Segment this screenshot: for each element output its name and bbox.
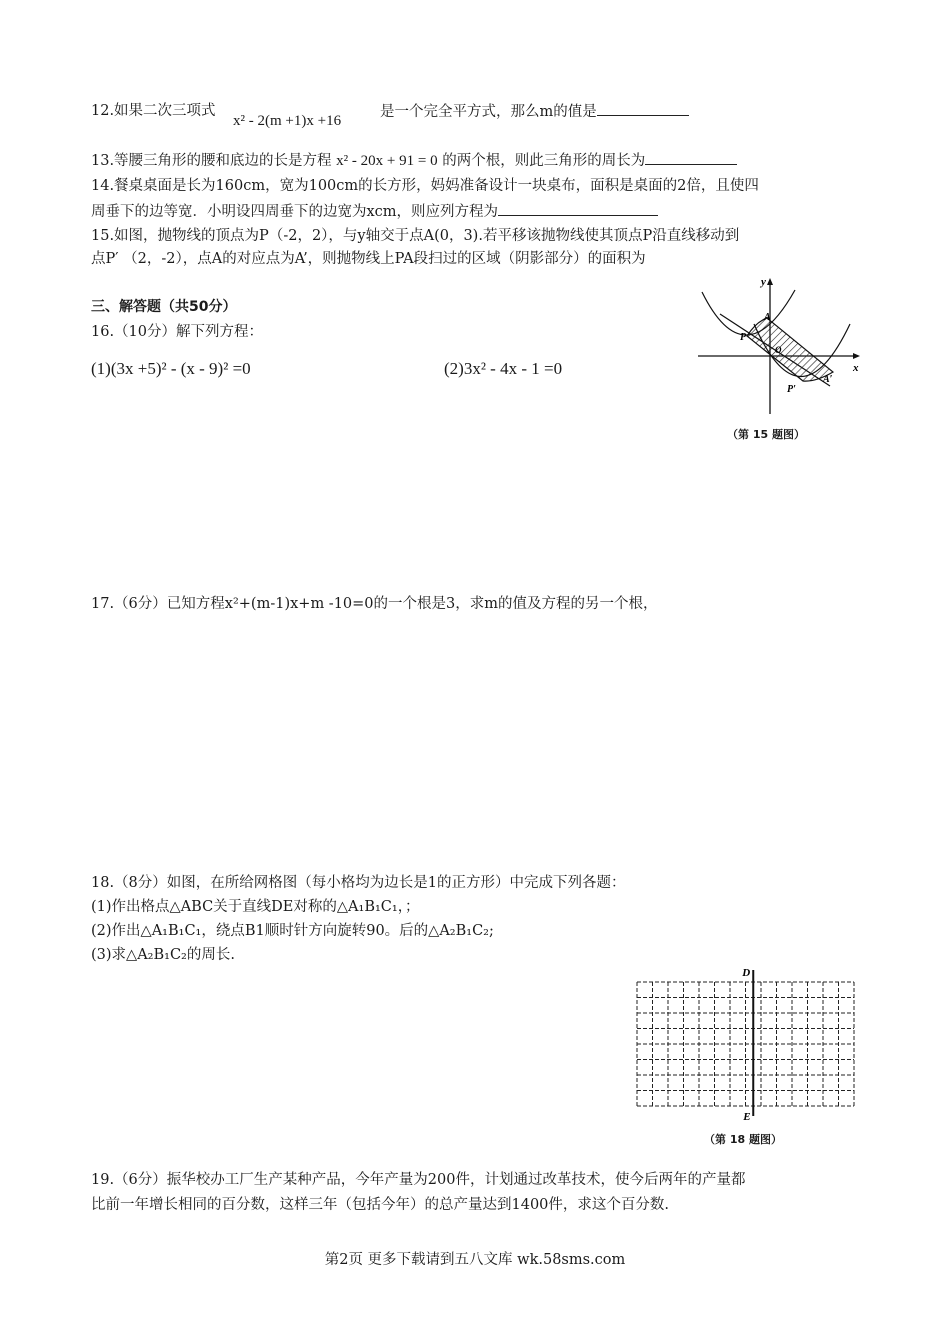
- q12-answer-blank[interactable]: [597, 101, 689, 116]
- fig15-label-a: A: [764, 312, 771, 323]
- question-13: [91, 150, 737, 171]
- figure-18-caption: （第 18 题图）: [704, 1133, 782, 1146]
- q12-suffix-line: [380, 101, 689, 122]
- question-14-line2: 周垂下的边等宽．小明设四周垂下的边宽为xcm，则应列方程为: [91, 201, 658, 222]
- figure-15: [690, 274, 870, 424]
- q12-formula: x² - 2(m +1)x +16: [233, 113, 342, 129]
- fig15-label-o: O: [775, 345, 782, 355]
- fig15-label-x: x: [853, 362, 859, 374]
- page-footer: 第2页 更多下载请到五八文库 wk.58sms.com: [324, 1252, 626, 1268]
- question-16-stem: 16.（10分）解下列方程：: [91, 324, 264, 340]
- question-17: 17.（6分）已知方程x²+(m-1)x+m -10=0的一个根是3，求m的值及方程的另一个根，: [91, 596, 658, 612]
- q16-equation-1: (1)(3x +5)² - (x - 9)² =0: [91, 359, 251, 378]
- question-18-stem: 18.（8分）如图，在所给网格图（每小格均为边长是1的正方形）中完成下列各题：: [91, 875, 626, 891]
- fig15-label-p-prime: P′: [787, 384, 796, 395]
- question-15-line1: 15.如图，抛物线的顶点为P（-2，2），与y轴交于点A(0，3).若平移该抛物线使其顶点P沿直线移动到: [91, 228, 740, 244]
- figure-18-grid: [630, 962, 860, 1122]
- question-19-line2: 比前一年增长相同的百分数，这样三年（包括今年）的总产量达到1400件，求这个百分数.: [91, 1197, 670, 1213]
- question-12: [91, 101, 216, 121]
- q13-answer-blank[interactable]: [645, 150, 737, 165]
- question-18-part1: (1)作出格点△ABC关于直线DE对称的△A₁B₁C₁，；: [91, 899, 420, 915]
- q13-suffix: 的两个根，则此三角形的周长为: [442, 153, 646, 169]
- fig15-label-y: y: [761, 276, 766, 288]
- fig18-label-d: D: [742, 967, 751, 979]
- question-15-line2: 点P′ （2，-2），点A的对应点为A’，则抛物线上PA段扫过的区域（阴影部分）的面积为: [91, 251, 646, 267]
- figure-15-caption: （第 15 题图）: [727, 428, 805, 441]
- fig18-label-e: E: [743, 1111, 751, 1122]
- fig15-label-p: P: [740, 332, 747, 343]
- section-3-title: 三、解答题（共50分）: [91, 299, 237, 315]
- question-18-part3: (3)求△A₂B₁C₂的周长.: [91, 947, 235, 963]
- parabola-original: [702, 290, 795, 335]
- q16-equation-2: (2)3x² - 4x - 1 =0: [444, 359, 563, 378]
- q14-answer-blank[interactable]: [498, 201, 658, 216]
- fig15-label-a-prime: A′: [823, 374, 833, 385]
- q13-formula: x² - 20x + 91 = 0: [336, 153, 438, 169]
- question-19-line1: 19.（6分）振华校办工厂生产某种产品，今年产量为200件，计划通过改革技术，使今后两年的产量都: [91, 1172, 746, 1188]
- shaded-region: [747, 318, 833, 381]
- q12-prefix: 12.如果二次三项式: [91, 103, 216, 119]
- q13-prefix: 13.等腰三角形的腰和底边的长是方程: [91, 153, 332, 169]
- question-14-line1: 14.餐桌桌面是长为160cm，宽为100cm的长方形，妈妈准备设计一块桌布，面积是桌面的2倍，且使四: [91, 178, 759, 194]
- q12-suffix: 是一个完全平方式，那么m的值是: [380, 104, 597, 120]
- question-18-part2: (2)作出△A₁B₁C₁，绕点B1顺时针方向旋转90。后的△A₂B₁C₂;: [91, 923, 494, 939]
